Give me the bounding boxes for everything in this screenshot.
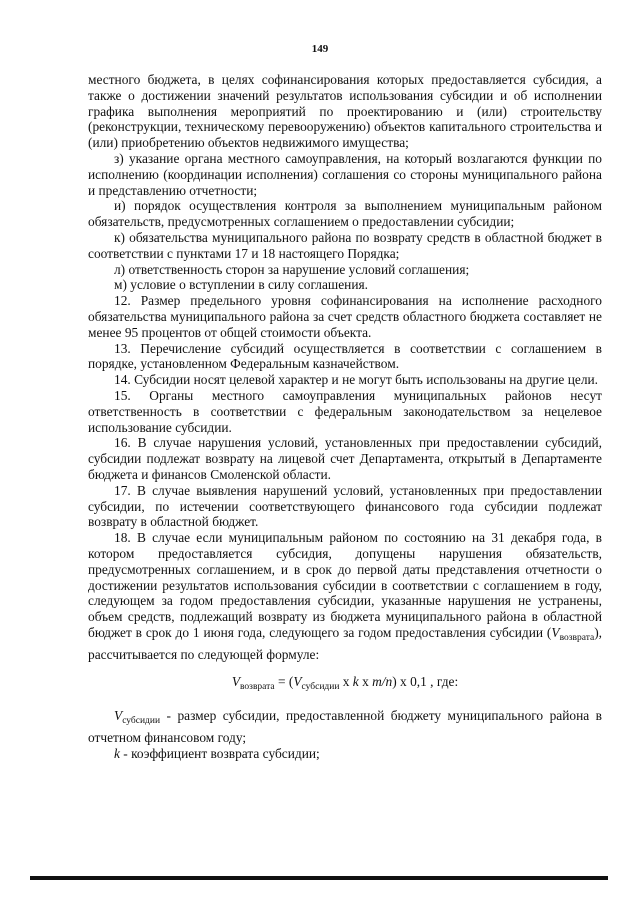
formula-eq: = ( — [274, 674, 294, 690]
definition-k — [88, 746, 602, 762]
formula-rhs-symbol: V — [293, 674, 302, 690]
formula-k: k — [352, 674, 359, 690]
item-15: 15. Органы местного самоуправления муниципальных районов несут ответственность в соответствии с федеральным законодательством за нецелевое использование субсидии. — [88, 387, 602, 435]
clause-k: к) обязательства муниципального района по возврату средств в областной бюджет в соответствии с пунктами 17 и 18 настоящего Порядка; — [88, 229, 602, 261]
formula-lhs-sub: возврата — [240, 682, 275, 693]
clause-l: л) ответственность сторон за нарушение условий соглашения; — [114, 261, 470, 277]
item-14: 14. Субсидии носят целевой характер и не могут быть использованы на другие цели. — [114, 372, 599, 388]
item-18 — [88, 530, 602, 662]
formula-ratio: m/n — [372, 674, 393, 690]
definition-v-subsidy — [88, 708, 602, 746]
clause-m: м) условие о вступлении в силу соглашения. — [114, 277, 368, 293]
definition-symbol-sub: субсидии — [122, 716, 161, 727]
item-18-symbol-sub: возврата — [559, 632, 595, 643]
item-18-text: 18. В случае если муниципальным районом по состоянию на 31 декабря года, в котором предоставляется субсидия, допущены нарушения обязательств, предусмотренных соглашением, и в срок до первой даты представления отчетности о достижении результатов использования субсидии в соответствии с соглашением в году, следующем за годом предоставления субсидии, указанные нарушения не устранены, объем средств, подлежащий возврату из бюджета муниципального района в областной бюджет в срок до 1 июня года, следующего за годом предоставления субсидии ( — [88, 530, 602, 640]
definition-text: - размер субсидии, предоставленной бюджету муниципального района в отчетном финансовом году; — [88, 708, 602, 746]
item-13: 13. Перечисление субсидий осуществляется в соответствии с соглашением в порядке, установленном Федеральным казначейством. — [88, 340, 602, 372]
item-18-symbol: V — [551, 624, 560, 640]
item-12: 12. Размер предельного уровня софинансирования на исполнение расходного обязательства муниципального района за счет средств областного бюджета составляет не менее 95 процентов от общей стоимости объекта. — [88, 293, 602, 340]
definition-symbol: V — [114, 708, 123, 724]
paragraph-continuation: местного бюджета, в целях софинансирования которых предоставляется субсидия, а также о достижении значений результатов использования субсидии и об исполнении графика выполнения мероприятий по проектированию и (или) строительству (реконструкции, техническому перевооружению) объектов капитального строительства и (или) приобретению объектов недвижимого имущества; — [88, 72, 602, 151]
definitions — [88, 708, 602, 761]
formula — [88, 674, 602, 696]
item-18-tail: ), рассчитывается по следующей формуле: — [88, 624, 602, 662]
definition-text: - коэффициент возврата субсидии; — [119, 745, 320, 761]
bottom-rule — [30, 876, 608, 880]
document-body — [88, 72, 602, 762]
item-17: 17. В случае выявления нарушений условий, установленных при предоставлении субсидии, по истечении соответствующего финансового года субсидии подлежат возврату в областной бюджет. — [88, 482, 602, 530]
formula-rhs-sub: субсидии — [301, 682, 340, 693]
formula-mult-1: x — [339, 674, 353, 690]
formula-tail: ) x 0,1 , где: — [392, 674, 459, 690]
formula-lhs-symbol: V — [231, 674, 241, 690]
clause-z: з) указание органа местного самоуправления, на который возлагаются функции по исполнению (координации исполнения) соглашения со стороны муниципального района и представлению отчетности; — [88, 150, 602, 198]
page-number: 149 — [311, 43, 329, 55]
formula-mult-2: x — [358, 674, 373, 690]
item-16: 16. В случае нарушения условий, установленных при предоставлении субсидий, субсидии подлежат возврату на лицевой счет Департамента, открытый в Департаменте бюджета и финансов Смоленской области. — [88, 435, 602, 482]
clause-i: и) порядок осуществления контроля за выполнением муниципальным районом обязательств, предусмотренных соглашением о предоставлении субсидии; — [88, 198, 602, 230]
definition-symbol: k — [114, 745, 120, 761]
